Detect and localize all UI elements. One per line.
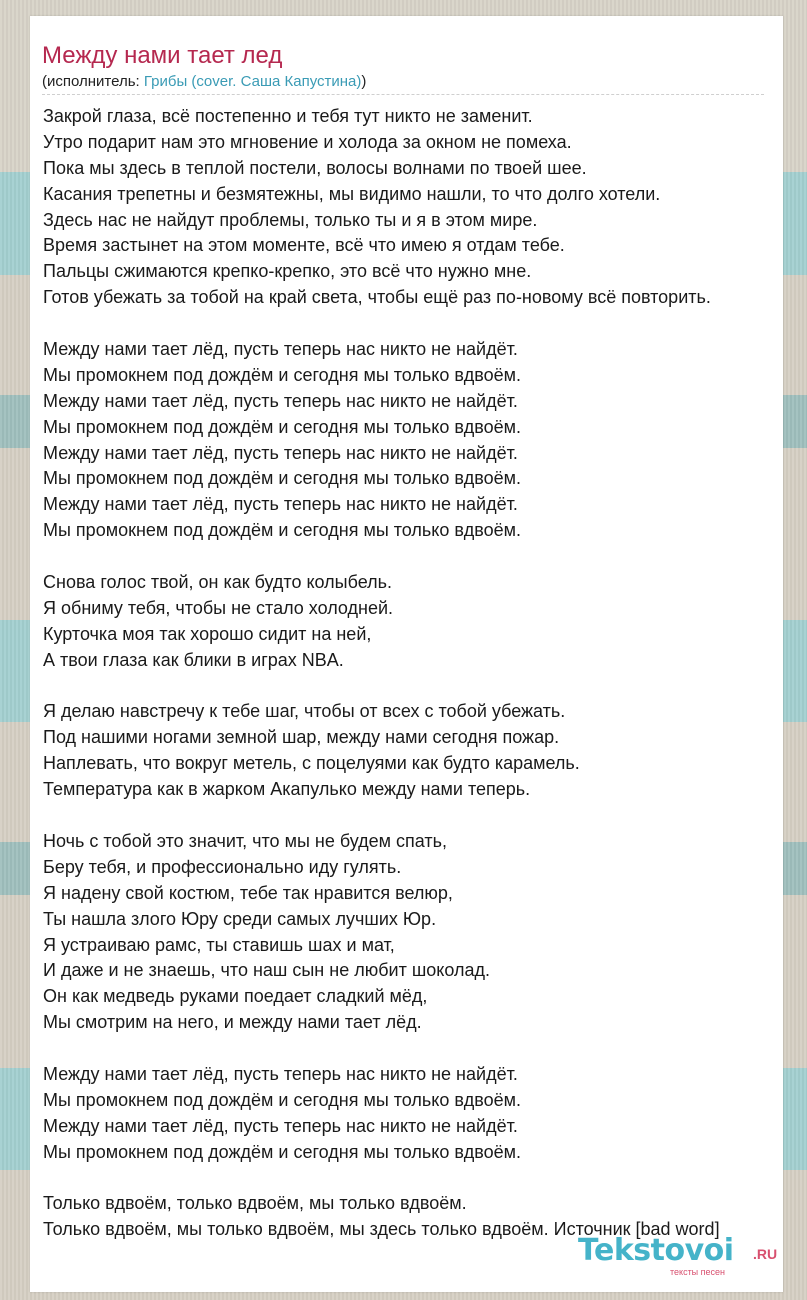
lyrics-body <box>43 104 807 1243</box>
artist-line <box>42 73 366 90</box>
lyric-line: Беру тебя, и профессионально иду гулять. <box>43 856 402 877</box>
lyric-line: Я делаю навстречу к тебе шаг, чтобы от всех с тобой убежать. <box>43 701 566 722</box>
lyric-line: Мы промокнем под дождём и сегодня мы только вдвоём. <box>43 364 522 385</box>
lyric-line: Он как медведь руками поедает сладкий мёд, <box>43 986 428 1007</box>
lyric-line: Утро подарит нам это мгновение и холода за окном не помеха. <box>43 131 572 152</box>
lyric-line: Между нами тает лёд, пусть теперь нас никто не найдёт. <box>43 494 518 515</box>
lyric-line: А твои глаза как блики в играх NBA. <box>43 649 344 670</box>
lyric-line: Между нами тает лёд, пусть теперь нас никто не найдёт. <box>43 390 518 411</box>
lyric-line: Только вдвоём, только вдвоём, мы только вдвоём. <box>43 1193 467 1214</box>
lyric-line: Здесь нас не найдут проблемы, только ты и я в этом мире. <box>43 209 538 230</box>
lyric-line: Ночь с тобой это значит, что мы не будем спать, <box>43 830 448 851</box>
title-divider <box>42 94 764 95</box>
lyric-line: Между нами тает лёд, пусть теперь нас никто не найдёт. <box>43 339 518 360</box>
lyrics-stanza <box>43 337 807 544</box>
lyrics-stanza <box>43 104 807 311</box>
lyric-line: Пальцы сжимаются крепко-крепко, это всё что нужно мне. <box>43 261 532 282</box>
lyrics-stanza <box>43 699 807 803</box>
logo-wordmark: Tekstovoi <box>578 1233 734 1268</box>
lyric-line: Между нами тает лёд, пусть теперь нас никто не найдёт. <box>43 442 518 463</box>
lyric-line: Между нами тает лёд, пусть теперь нас никто не найдёт. <box>43 1063 518 1084</box>
lyric-line: Мы промокнем под дождём и сегодня мы только вдвоём. <box>43 468 522 489</box>
lyric-line: Наплевать, что вокруг метель, с поцелуями как будто карамель. <box>43 753 580 774</box>
lyric-line: Я надену свой костюм, тебе так нравится велюр, <box>43 882 453 903</box>
lyric-line: Ты нашла злого Юру среди самых лучших Юр. <box>43 908 437 929</box>
lyric-line: Мы промокнем под дождём и сегодня мы только вдвоём. <box>43 1089 522 1110</box>
logo-tagline: тексты песен <box>670 1267 726 1277</box>
lyric-line: Мы смотрим на него, и между нами тает лёд. <box>43 1012 422 1033</box>
artist-link[interactable]: Грибы (cover. Саша Капустина) <box>143 73 362 90</box>
lyric-line: Только вдвоём, мы только вдвоём, мы здесь только вдвоём. Источник [bad word] <box>43 1219 720 1240</box>
lyrics-stanza <box>43 570 807 674</box>
lyric-line: Я обниму тебя, чтобы не стало холодней. <box>43 597 394 618</box>
lyric-line: Курточка моя так хорошо сидит на ней, <box>43 623 372 644</box>
artist-suffix: ) <box>361 73 367 90</box>
lyric-line: Готов убежать за тобой на край света, чтобы ещё раз по-новому всё повторить. <box>43 287 711 308</box>
lyric-line: Мы промокнем под дождём и сегодня мы только вдвоём. <box>43 1141 522 1162</box>
site-logo <box>578 1233 778 1283</box>
lyric-line: Температура как в жарком Акапулько между нами теперь. <box>43 779 531 800</box>
logo-domain: .RU <box>753 1246 778 1262</box>
lyric-line: Снова голос твой, он как будто колыбель. <box>43 572 393 593</box>
lyric-line: Мы промокнем под дождём и сегодня мы только вдвоём. <box>43 520 522 541</box>
artist-prefix: (исполнитель: <box>42 73 144 90</box>
song-title: Между нами тает лед <box>42 42 283 69</box>
lyrics-stanza <box>43 829 807 1036</box>
lyric-line: Под нашими ногами земной шар, между нами сегодня пожар. <box>43 727 560 748</box>
lyric-line: Между нами тает лёд, пусть теперь нас никто не найдёт. <box>43 1115 518 1136</box>
lyric-line: Закрой глаза, всё постепенно и тебя тут никто не заменит. <box>43 106 533 126</box>
lyric-line: Касания трепетны и безмятежны, мы видимо нашли, то что долго хотели. <box>43 183 661 204</box>
lyrics-stanza <box>43 1062 807 1166</box>
lyric-line: И даже и не знаешь, что наш сын не любит шоколад. <box>43 960 490 981</box>
lyric-line: Мы промокнем под дождём и сегодня мы только вдвоём. <box>43 416 522 437</box>
lyric-line: Я устраиваю рамс, ты ставишь шах и мат, <box>43 934 395 955</box>
lyric-line: Пока мы здесь в теплой постели, волосы волнами по твоей шее. <box>43 157 587 178</box>
lyric-line: Время застынет на этом моменте, всё что имею я отдам тебе. <box>43 235 565 256</box>
